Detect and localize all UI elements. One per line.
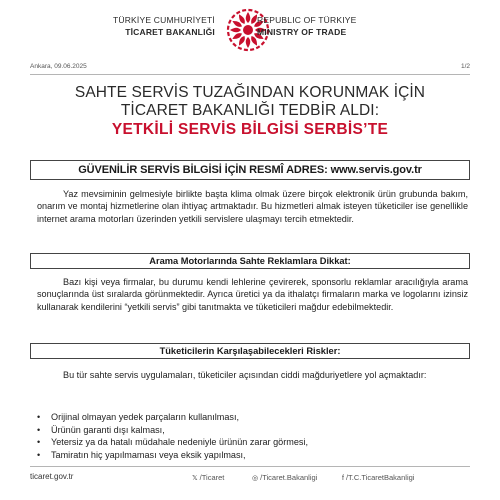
- footer-divider: [30, 466, 470, 467]
- page-number: 1/2: [460, 63, 470, 70]
- title-line-3: YETKİLİ SERVİS BİLGİSİ SERBİS’TE: [111, 121, 389, 138]
- letterhead: [0, 0, 500, 58]
- instagram-icon: ◎: [252, 475, 259, 482]
- title-line-1: SAHTE SERVİS TUZAĞINDAN KORUNMAK İÇİN: [74, 84, 426, 101]
- bullet-icon: •: [37, 437, 41, 448]
- list-item: • Ürünün garanti dışı kalması,: [37, 424, 165, 435]
- header-divider: [30, 74, 470, 75]
- section-heading-risks: Tüketicilerin Karşılaşabilecekleri Riskler:: [30, 343, 470, 359]
- risk-list: [37, 411, 467, 461]
- org-name-tr: [113, 14, 215, 38]
- paragraph-risks-text: Bu tür sahte servis uygulamaları, tüketiciler açısından ciddi mağduriyetlere yol açmaktadır:: [63, 370, 427, 380]
- paragraph-risks: [37, 369, 468, 381]
- section-heading-ads: Arama Motorlarında Sahte Reklamlara Dikkat:: [30, 253, 470, 269]
- facebook-icon: f: [342, 475, 344, 482]
- paragraph-intro: [37, 188, 468, 225]
- list-item: • Yetersiz ya da hatalı müdahale nedeniyle ürünün zarar görmesi,: [37, 437, 308, 448]
- org-tr-line2: TİCARET BAKANLIĞI: [125, 27, 215, 37]
- paragraph-intro-text: Yaz mevsiminin gelmesiyle birlikte başta klima olmak üzere birçok elektronik ürün grubunda bakım, onarım ve montaj hizmetlerine olan ihtiyaç artmaktadır. Bu hizmetleri almak isteyen tüketiciler ise genellikle internet arama motorları üzerinden yetkili servislere ulaşmayı tercih etmektedir.: [37, 189, 468, 224]
- x-icon: 𝕏: [192, 475, 198, 482]
- list-item: • Orijinal olmayan yedek parçaların kullanılması,: [37, 412, 240, 422]
- x-social-link[interactable]: 𝕏 /Ticaret: [192, 473, 225, 482]
- bullet-icon: •: [37, 449, 41, 460]
- bullet-icon: •: [37, 424, 41, 435]
- list-item: • Tamiratın hiç yapılmaması veya eksik yapılması,: [37, 449, 246, 460]
- org-en-line1: REPUBLIC OF TÜRKIYE: [257, 15, 357, 25]
- org-en-line2: MINISTRY OF TRADE: [257, 27, 347, 37]
- title-line-2: TİCARET BAKANLIĞI TEDBİR ALDI:: [120, 102, 380, 119]
- official-address-box: GÜVENİLİR SERVİS BİLGİSİ İÇİN RESMÎ ADRES: www.servis.gov.tr: [30, 160, 470, 180]
- footer: [30, 470, 470, 486]
- press-title: [20, 84, 480, 139]
- org-name-en: [257, 14, 357, 38]
- bullet-icon: •: [37, 412, 41, 422]
- org-tr-line1: TÜRKİYE CUMHURİYETİ: [112, 15, 215, 25]
- document-date: Ankara, 09.06.2025: [30, 63, 87, 70]
- paragraph-ads-text: Bazı kişi veya firmalar, bu durumu kendi lehlerine çevirerek, sponsorlu reklamlar aracılığıyla arama sonuçlarında üst sıralarda görünmektedir. Ayrıca üretici ya da ithalatçı firmaların marka ve logolarını izinsiz kullanarak kendilerini “yetkili servis” gibi tanıtmakta ve tüketicileri mağdur edebilmektedir.: [37, 277, 468, 312]
- paragraph-ads: [37, 276, 468, 313]
- website-link[interactable]: ticaret.gov.tr: [30, 472, 74, 481]
- facebook-social-link[interactable]: f /T.C.TicaretBakanligi: [342, 473, 415, 482]
- instagram-social-link[interactable]: ◎ /Ticaret.Bakanligi: [252, 473, 318, 482]
